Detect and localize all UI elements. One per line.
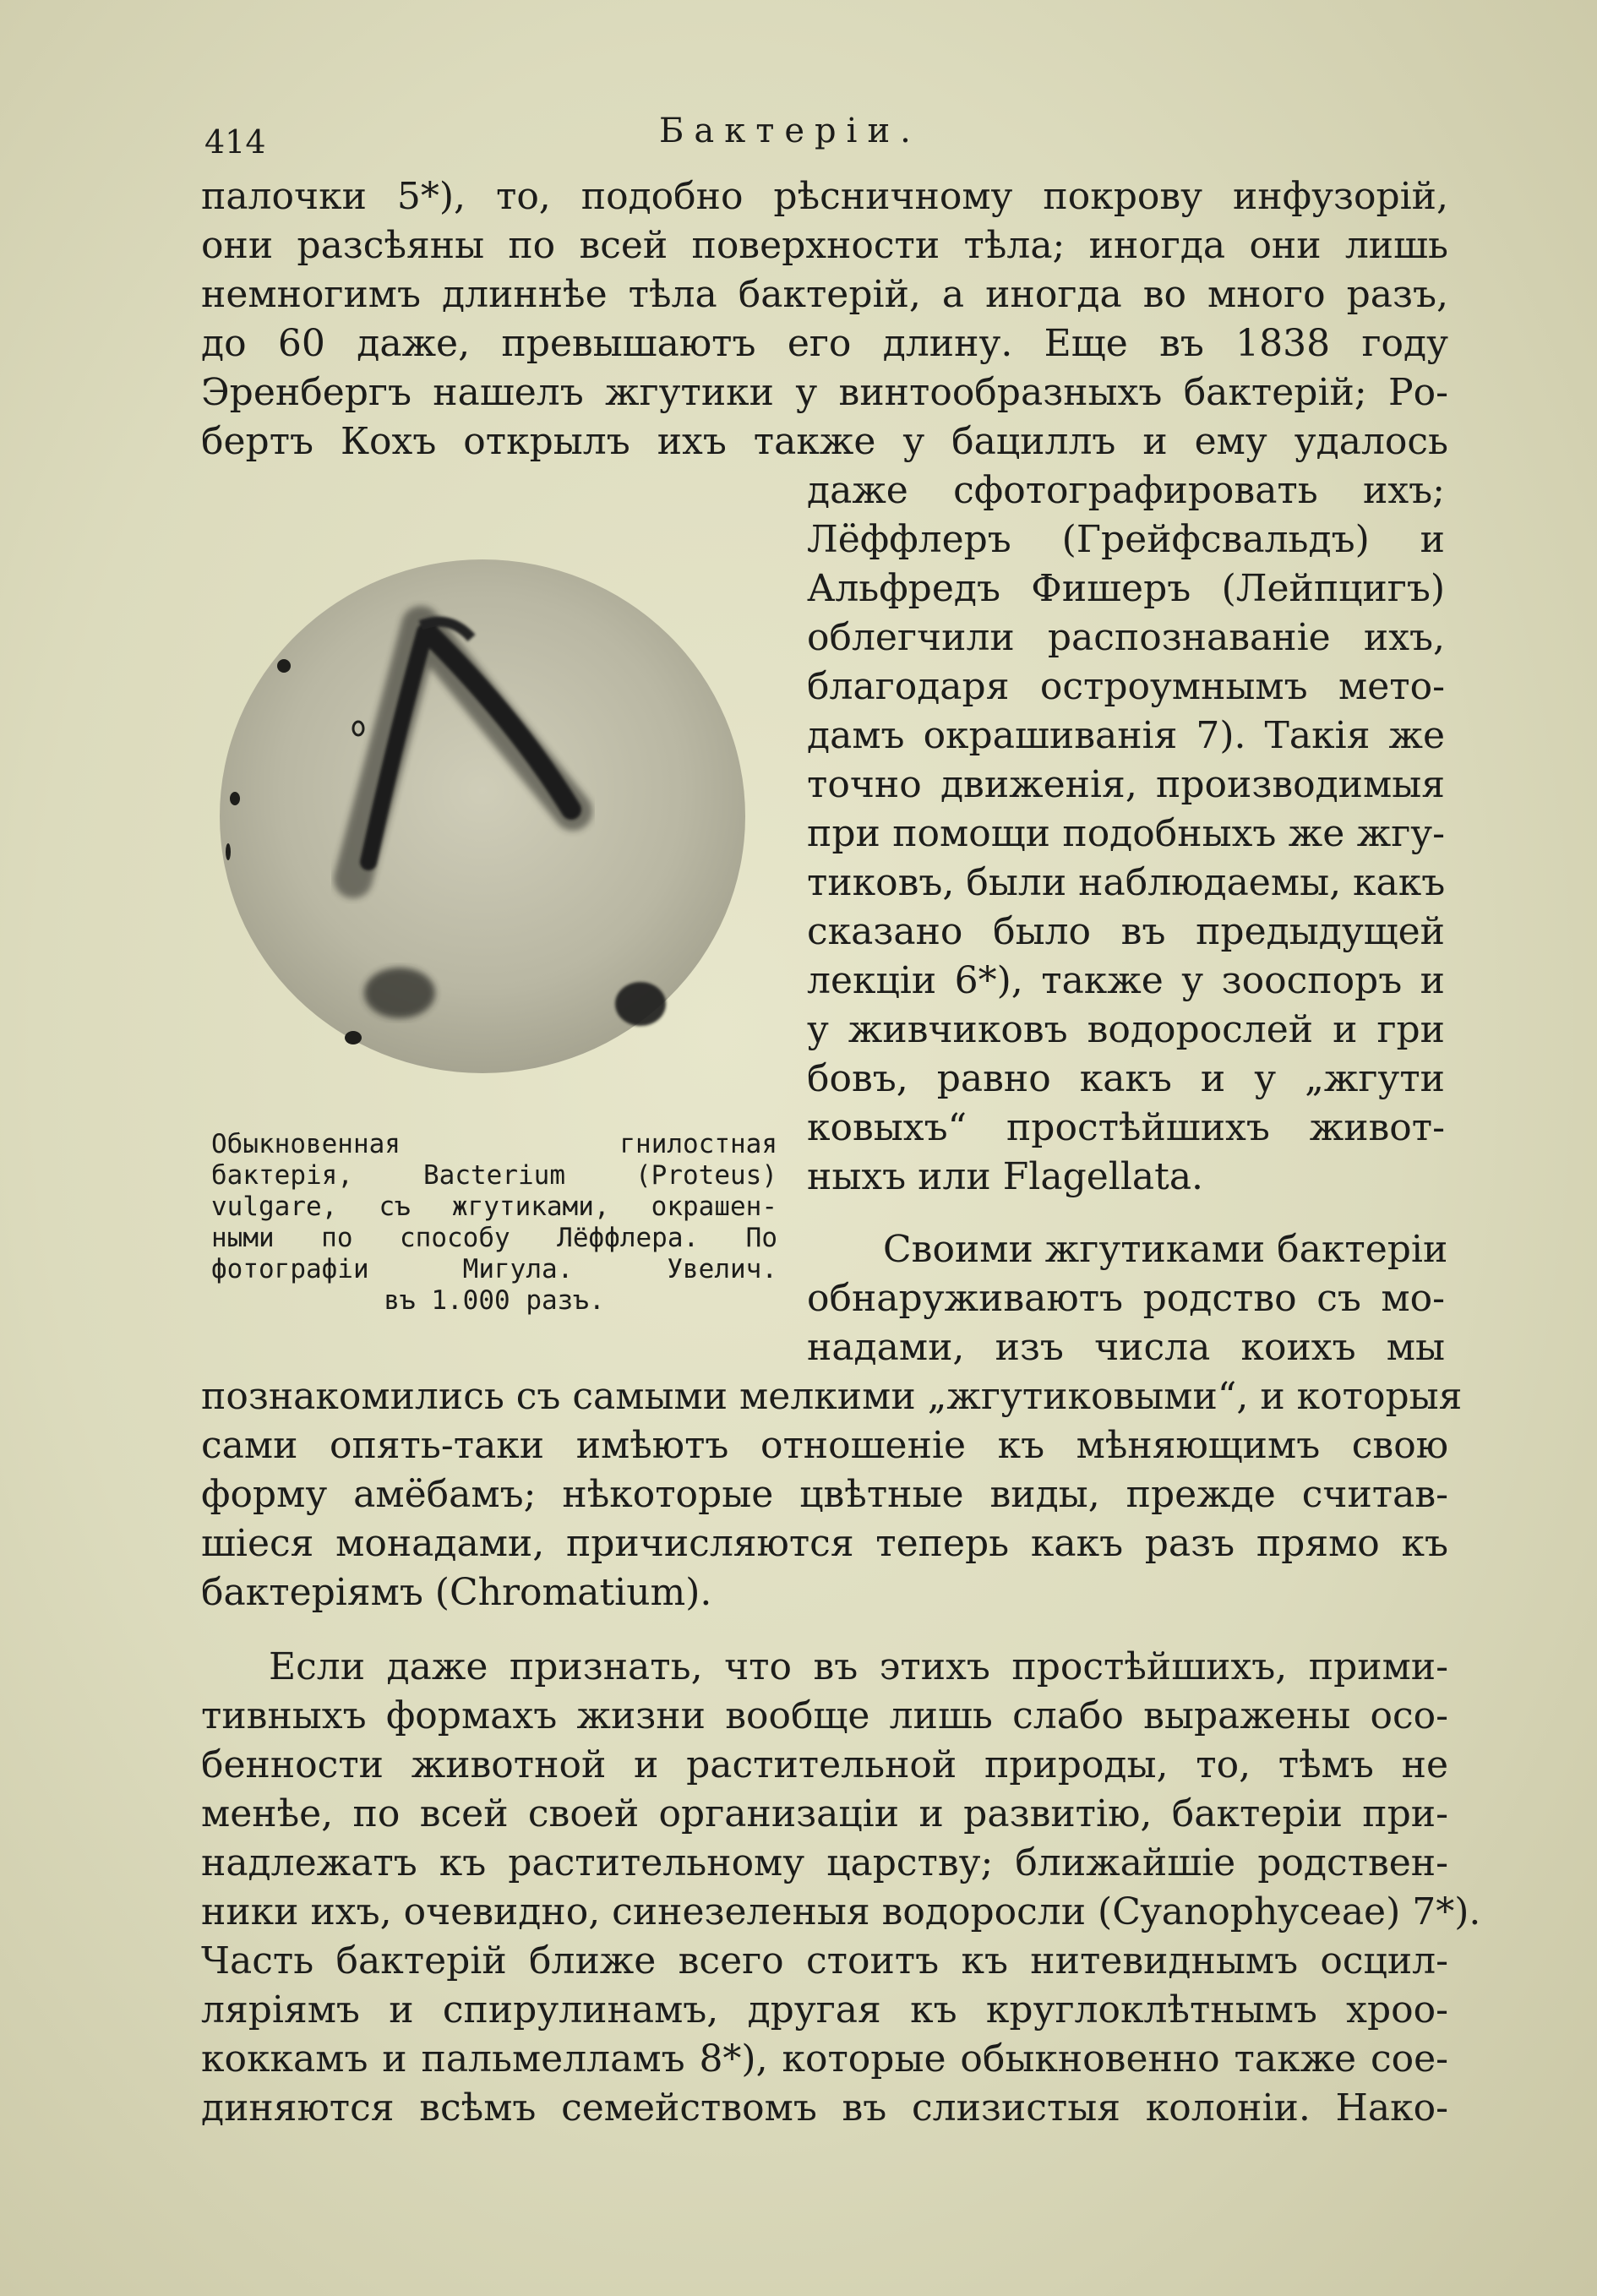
text-line: Эренбергъ нашелъ жгутики у винтообразныхъ бактерій; Ро- (201, 371, 1448, 414)
text-line: точно движенія, производимыя (807, 763, 1445, 806)
text-line: при помощи подобныхъ же жгу- (807, 812, 1445, 855)
caption-line: Обыкновенная гнилостная (211, 1129, 777, 1159)
caption-line: vulgare, съ жгутиками, окрашен- (211, 1192, 777, 1222)
text-line: Лёффлеръ (Грейфсвальдъ) и (807, 518, 1445, 561)
text-line: Если даже признать, что въ этихъ простѣйшихъ, прими- (269, 1645, 1448, 1688)
text-line: лекціи 6*), также у зооспоръ и (807, 959, 1445, 1002)
figure-caption (211, 1129, 777, 1317)
text-line: ляріямъ и спирулинамъ, другая къ круглоклѣтнымъ хроо- (201, 1988, 1448, 2031)
stain-spot (364, 968, 435, 1018)
caption-line: ными по способу Лёффлера. По (211, 1223, 777, 1253)
text-line: сказано было въ предыдущей (807, 910, 1445, 953)
text-line: бенности животной и растительной природы, то, тѣмъ не (201, 1743, 1448, 1786)
text-line: палочки 5*), то, подобно рѣсничному покрову инфузорій, (201, 175, 1448, 218)
text-line: благодаря остроумнымъ мето- (807, 665, 1445, 708)
stain-spot (277, 659, 291, 673)
text-line: немногимъ длиннѣе тѣла бактерій, а иногда во много разъ, (201, 273, 1448, 316)
text-line: бертъ Кохъ открылъ ихъ также у бациллъ и ему удалось (201, 420, 1448, 463)
text-line: ковыхъ“ простѣйшихъ живот- (807, 1106, 1445, 1149)
page-number: 414 (204, 123, 266, 161)
text-line: диняются всѣмъ семействомъ въ слизистыя колоніи. Нако- (201, 2086, 1448, 2130)
text-line: у живчиковъ водорослей и гри (807, 1008, 1445, 1051)
stain-spot (345, 1031, 362, 1044)
text-line: познакомились съ самыми мелкими „жгутиковыми“, и которыя (201, 1375, 1463, 1418)
text-line: облегчили распознаваніе ихъ, (807, 616, 1445, 659)
caption-line: фотографіи Мигула. Увелич. (211, 1254, 777, 1284)
text-line: надами, изъ числа коихъ мы (807, 1326, 1445, 1369)
text-line: Часть бактерій ближе всего стоитъ къ нитевиднымъ осцил- (201, 1939, 1448, 1982)
text-line: Альфредъ Фишеръ (Лейпцигъ) (807, 567, 1445, 610)
text-line: бовъ, равно какъ и у „жгути (807, 1057, 1445, 1100)
stain-spot (615, 982, 666, 1026)
text-line: Своими жгутиками бактеріи (883, 1228, 1448, 1271)
text-line: форму амёбамъ; нѣкоторые цвѣтные виды, прежде считав- (201, 1473, 1448, 1516)
text-line: ныхъ или Flagellata. (807, 1155, 1204, 1198)
text-line: бактеріямъ (Chromatium). (201, 1571, 712, 1614)
stain-spot (230, 792, 240, 805)
text-line: обнаруживаютъ родство съ мо- (807, 1277, 1445, 1320)
text-line: сами опять-таки имѣютъ отношеніе къ мѣняющимъ свою (201, 1424, 1448, 1467)
running-title: Бактеріи. (659, 112, 921, 150)
text-line: шіеся монадами, причисляются теперь какъ разъ прямо къ (201, 1522, 1448, 1565)
text-line: ники ихъ, очевидно, синезеленыя водоросли (Cyanophyceae) 7*). (201, 1890, 1481, 1933)
text-line: тивныхъ формахъ жизни вообще лишь слабо выражены осо- (201, 1694, 1448, 1737)
text-line: тиковъ, были наблюдаемы, какъ (807, 861, 1446, 904)
text-line: дамъ окрашиванія 7). Такія же (807, 714, 1445, 757)
stain-spot (226, 843, 231, 860)
text-line: надлежатъ къ растительному царству; ближайшіе родствен- (201, 1841, 1448, 1884)
text-line: до 60 даже, превышаютъ его длину. Еще въ 1838 году (201, 322, 1448, 365)
text-line: коккамъ и пальмелламъ 8*), которые обыкновенно также сое- (201, 2037, 1448, 2081)
text-line: менѣе, по всей своей организаціи и развитію, бактеріи при- (201, 1792, 1448, 1835)
caption-line: въ 1.000 разъ. (384, 1285, 605, 1316)
caption-line: бактерія, Bacterium (Proteus) (211, 1160, 777, 1191)
text-line: даже сфотографировать ихъ; (807, 469, 1445, 512)
bacterium-micrograph (218, 558, 747, 1075)
text-line: они разсѣяны по всей поверхности тѣла; иногда они лишь (201, 224, 1448, 267)
